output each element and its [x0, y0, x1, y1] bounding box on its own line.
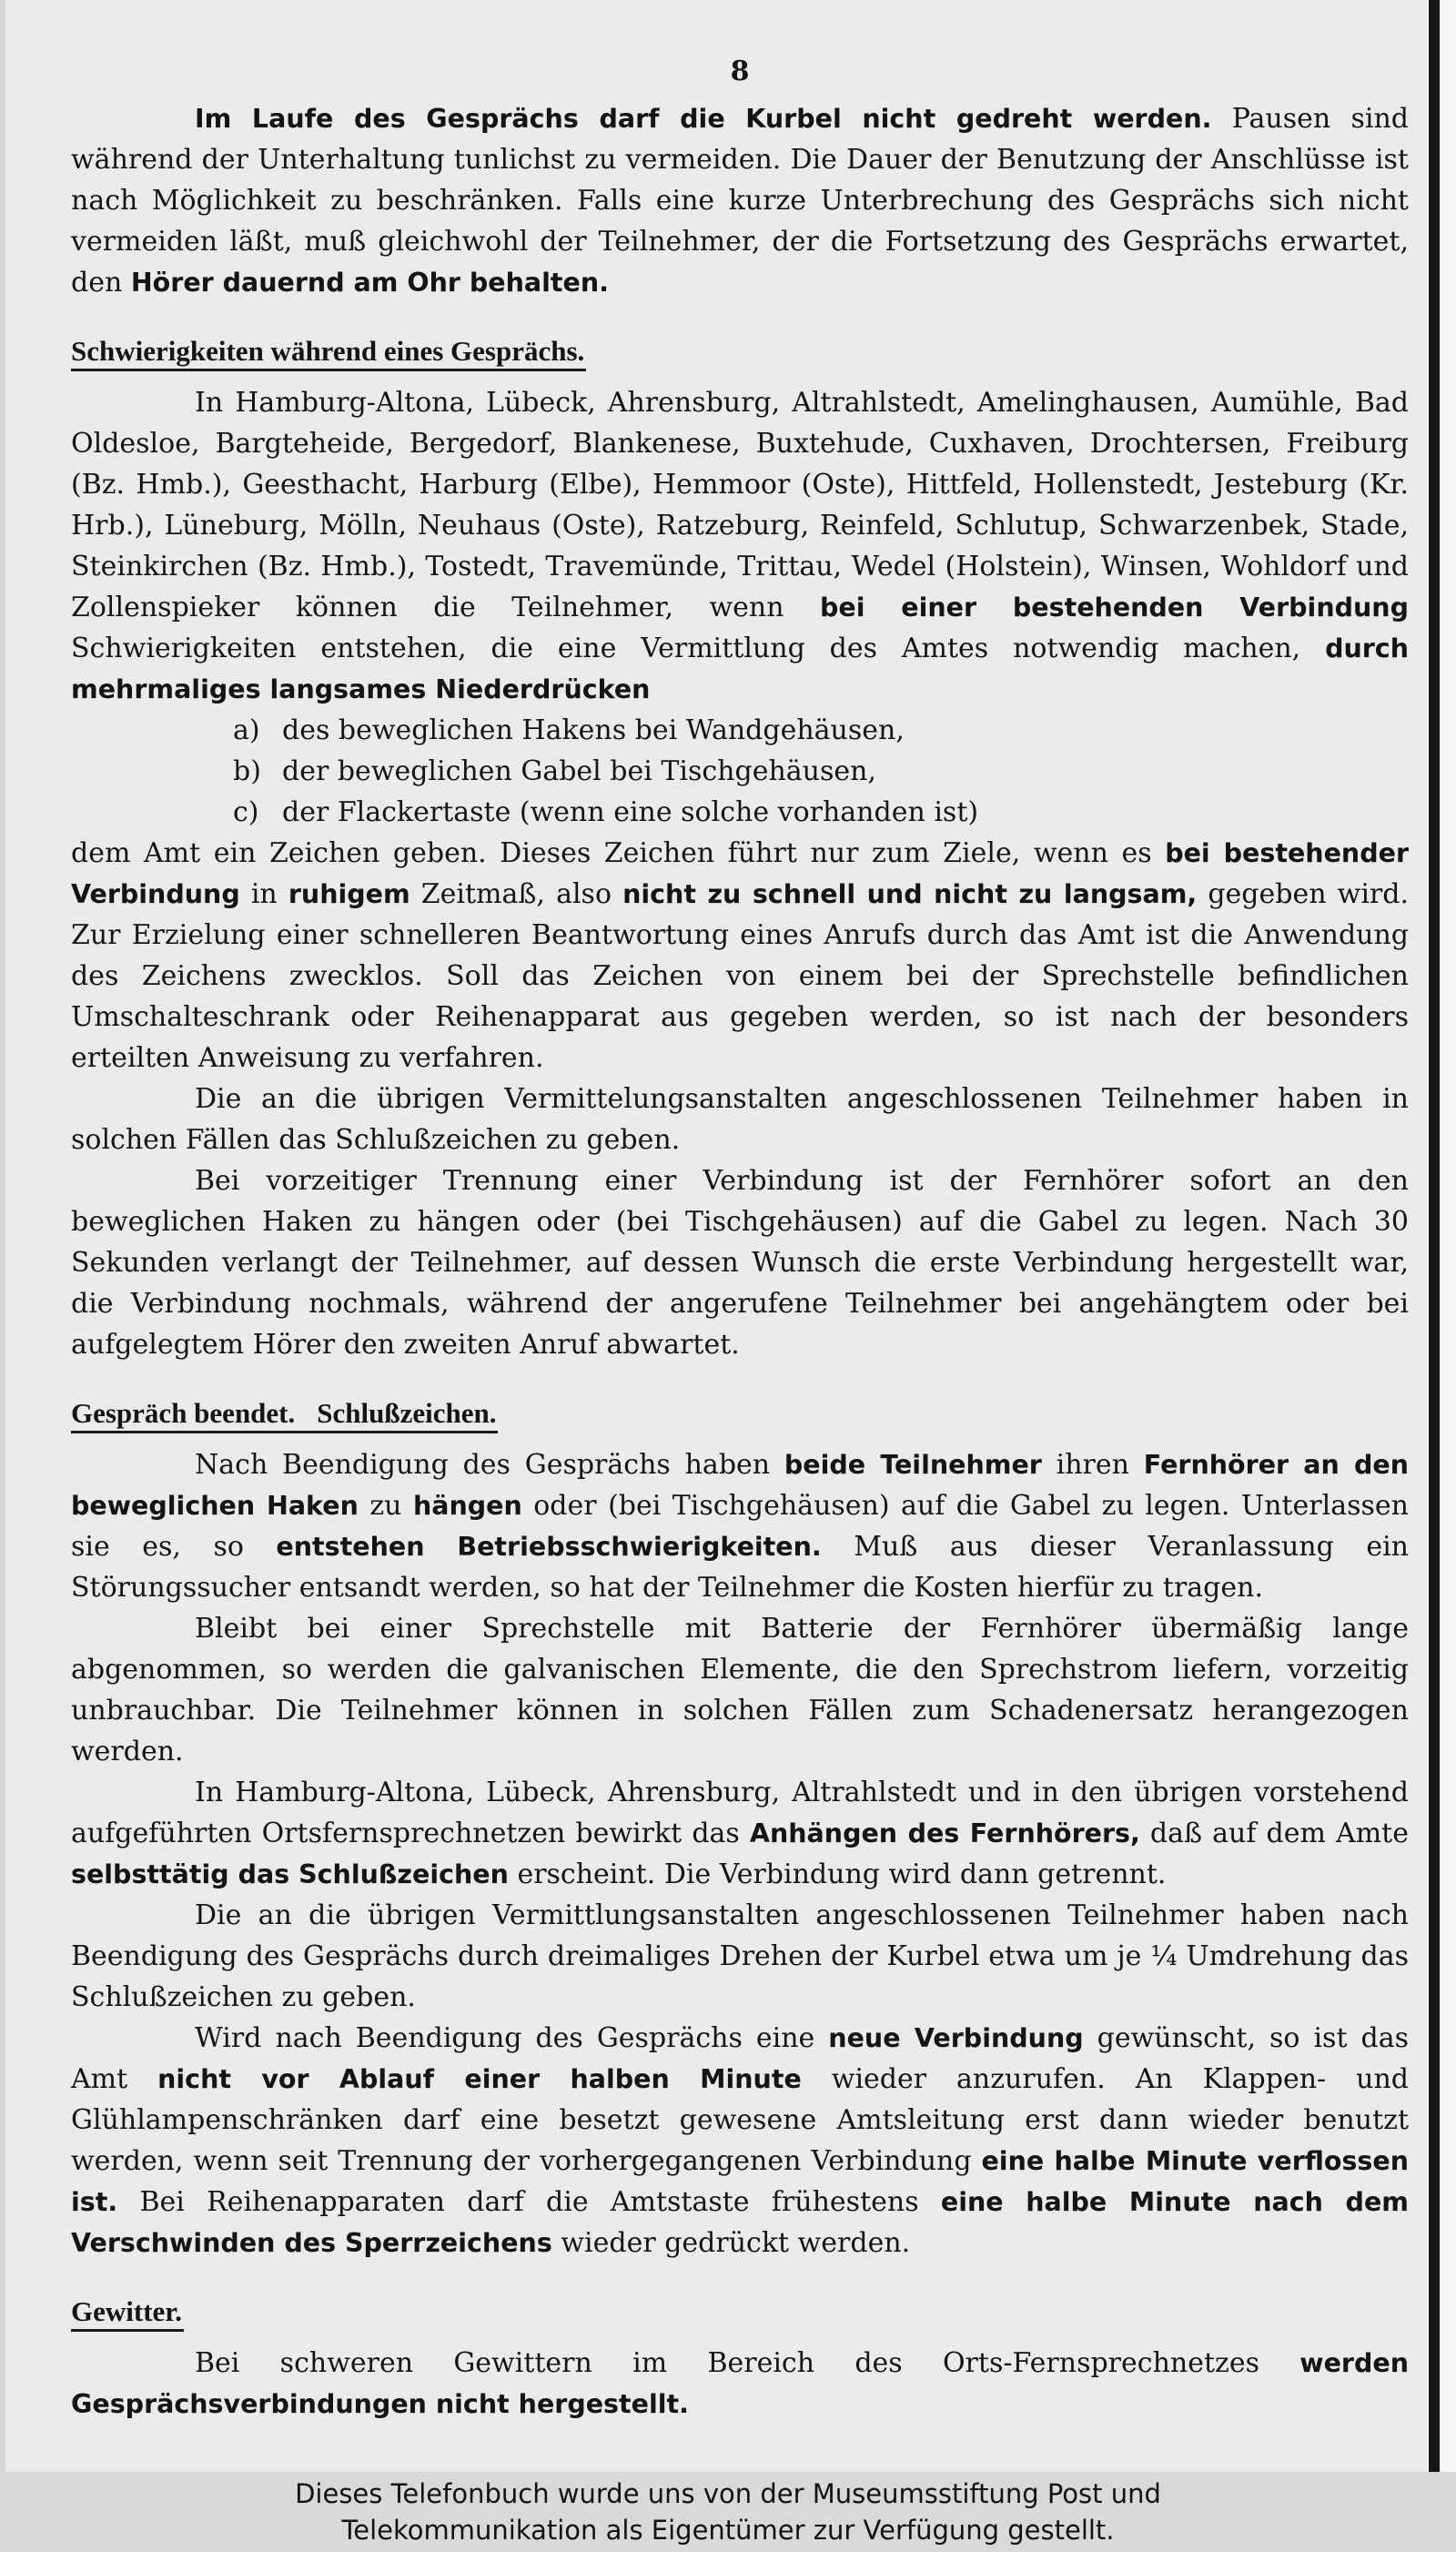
emphasis: Im Laufe des Gesprächs darf die Kurbel nicht gedreht werden.	[195, 104, 1212, 134]
section-heading-thunderstorm: Gewitter.	[71, 2294, 184, 2332]
emphasis: selbsttätig das Schlußzeichen	[71, 1859, 509, 1889]
paragraph-automatic-signal: In Hamburg-Altona, Lübeck, Ahrensburg, Altrahlstedt und in den übrigen vorstehend aufgeführten Ortsfernsprechnetzen bewirkt das Anhängen des Fernhörers, daß auf dem Amte selbsttätig das Schlußzeichen erscheint. Die Verbindung wird dann getrennt.	[71, 1777, 1409, 1890]
emphasis: ruhigem	[288, 879, 410, 909]
provenance-footer	[0, 2472, 1456, 2552]
paragraph-battery: Bleibt bei einer Sprechstelle mit Batterie der Fernhörer übermäßig lange abgenommen, so werden die galvanischen Elemente, die den Sprechstrom liefern, vorzeitig unbrauchbar. Die Teilnehmer können in solchen Fällen zum Schadenersatz herangezogen werden.	[71, 1613, 1409, 1767]
emphasis: entstehen Betriebsschwierigkeiten.	[276, 1532, 822, 1562]
emphasis: Hörer dauernd am Ohr behalten.	[130, 268, 609, 298]
page-number: 8	[730, 56, 750, 87]
emphasis: neue Verbindung	[828, 2023, 1084, 2053]
list-item: a) des beweglichen Hakens bei Wandgehäusen,	[233, 714, 905, 746]
emphasis: bei bestehender Verbindung	[71, 838, 1410, 909]
paragraph-thunderstorm: Bei schweren Gewittern im Bereich des Orts-Fernsprechnetzes werden Gesprächsverbindungen nicht hergestellt.	[71, 2347, 1409, 2419]
emphasis: nicht zu schnell und nicht zu langsam,	[622, 879, 1198, 909]
page-edge-rule	[1429, 0, 1456, 2472]
emphasis: Fernhörer an den beweglichen Haken	[71, 1450, 1409, 1521]
footer-line-1: Dieses Telefonbuch wurde uns von der Museumsstiftung Post und	[295, 2478, 1161, 2509]
emphasis: nicht vor Ablauf einer halben Minute	[157, 2064, 802, 2094]
emphasis: eine halbe Minute nach dem Verschwinden des Sperrzeichens	[71, 2187, 1409, 2258]
emphasis: werden Gesprächsverbindungen nicht hergestellt.	[71, 2348, 1409, 2419]
document-page	[71, 58, 1409, 2425]
intro-paragraph: Im Laufe des Gesprächs darf die Kurbel nicht gedreht werden. Pausen sind während der Unterhaltung tunlichst zu vermeiden. Die Dauer der Benutzung der Anschlüsse ist nach Möglichkeit zu beschränken. Falls eine kurze Unterbrechung des Gesprächs sich nicht vermeiden läßt, muß gleichwohl der Teilnehmer, der die Fortsetzung des Gesprächs erwartet, den Hörer dauernd am Ohr behalten.	[71, 103, 1409, 299]
paragraph-other-exchanges: Die an die übrigen Vermittelungsanstalten angeschlossenen Teilnehmer haben in solchen Fällen das Schlußzeichen zu geben.	[71, 1083, 1409, 1156]
emphasis: beide Teilnehmer	[784, 1450, 1042, 1480]
footer-line-2: Telekommunikation als Eigentümer zur Verfügung gestellt.	[341, 2515, 1115, 2546]
emphasis: eine halbe Minute verflossen ist.	[71, 2146, 1409, 2217]
paragraph-new-connection: Wird nach Beendigung des Gesprächs eine neue Verbindung gewünscht, so ist das Amt nicht vor Ablauf einer halben Minute wieder anzurufen. An Klappen- und Glühlampenschränken darf eine besetzt gewesene Amtsleitung erst dann wieder benutzt werden, wenn seit Trennung der vorhergegangenen Verbindung eine halbe Minute verflossen ist. Bei Reihenapparaten darf die Amtstaste frühestens eine halbe Minute nach dem Verschwinden des Sperrzeichens wieder gedrückt werden.	[71, 2022, 1409, 2259]
emphasis: bei einer bestehenden Verbindung	[819, 592, 1410, 623]
paragraph-local-networks: In Hamburg-Altona, Lübeck, Ahrensburg, Altrahlstedt, Amelinghausen, Aumühle, Bad Oldesloe, Bargteheide, Bergedorf, Blankenese, Buxtehude, Cuxhaven, Drochtersen, Freiburg (Bz. Hmb.), Geesthacht, Harburg (Elbe), Hemmoor (Oste), Hittfeld, Hollenstedt, Jesteburg (Kr. Hrb.), Lüneburg, Mölln, Neuhaus (Oste), Ratzeburg, Reinfeld, Schlutup, Schwarzenbek, Stade, Steinkirchen (Bz. Hmb.), Tostedt, Travemünde, Trittau, Wedel (Holstein), Winsen, Wohldorf und Zollenspieker können die Teilnehmer, wenn bei einer bestehenden Verbindung Schwierigkeiten entstehen, die eine Vermittlung des Amtes notwendig machen, durch mehrmaliges langsames Niederdrücken	[71, 387, 1410, 704]
paragraph-hang-up: Nach Beendigung des Gesprächs haben beide Teilnehmer ihren Fernhörer an den beweglichen Haken zu hängen oder (bei Tischgehäusen) auf die Gabel zu legen. Unterlassen sie es, so entstehen Betriebsschwierigkeiten. Muß aus dieser Veranlassung ein Störungssucher entsandt werden, so hat der Teilnehmer die Kosten hierfür zu tragen.	[71, 1449, 1410, 1604]
paragraph-crank-signal: Die an die übrigen Vermittlungsanstalten angeschlossenen Teilnehmer haben nach Beendigung des Gesprächs durch dreimaliges Drehen der Kurbel etwa um je ¼ Umdrehung das Schlußzeichen zu geben.	[71, 1899, 1409, 2013]
hook-list	[233, 710, 1409, 833]
emphasis: durch mehrmaliges langsames Niederdrücken	[71, 633, 1409, 704]
emphasis: Anhängen des Fernhörers,	[749, 1818, 1140, 1848]
paragraph-signal: dem Amt ein Zeichen geben. Dieses Zeichen führt nur zum Ziele, wenn es bei bestehender Verbindung in ruhigem Zeitmaß, also nicht zu schnell und nicht zu langsam, gegeben wird. Zur Erzielung einer schnelleren Beantwortung eines Anrufs durch das Amt ist die Anwendung des Zeichens zwecklos. Soll das Zeichen von einem bei der Sprechstelle befindlichen Umschalteschrank oder Reihenapparat aus gegeben werden, so ist nach der besonders erteilten Anweisung zu verfahren.	[71, 837, 1410, 1074]
paragraph-premature-disconnect: Bei vorzeitiger Trennung einer Verbindung ist der Fernhörer sofort an den beweglichen Haken zu hängen oder (bei Tischgehäusen) auf die Gabel zu legen. Nach 30 Sekunden verlangt der Teilnehmer, auf dessen Wunsch die erste Verbindung hergestellt war, die Verbindung nochmals, während der angerufene Teilnehmer bei angehängtem oder bei aufgelegtem Hörer den zweiten Anruf abwartet.	[71, 1165, 1409, 1361]
emphasis: hängen	[412, 1491, 522, 1521]
section-heading-call-ended: Gespräch beendet. Schlußzeichen.	[71, 1396, 498, 1433]
list-item: b) der beweglichen Gabel bei Tischgehäusen,	[233, 755, 876, 787]
section-heading-difficulties: Schwierigkeiten während eines Gesprächs.	[71, 334, 586, 371]
list-item: c) der Flackertaste (wenn eine solche vorhanden ist)	[233, 796, 979, 828]
